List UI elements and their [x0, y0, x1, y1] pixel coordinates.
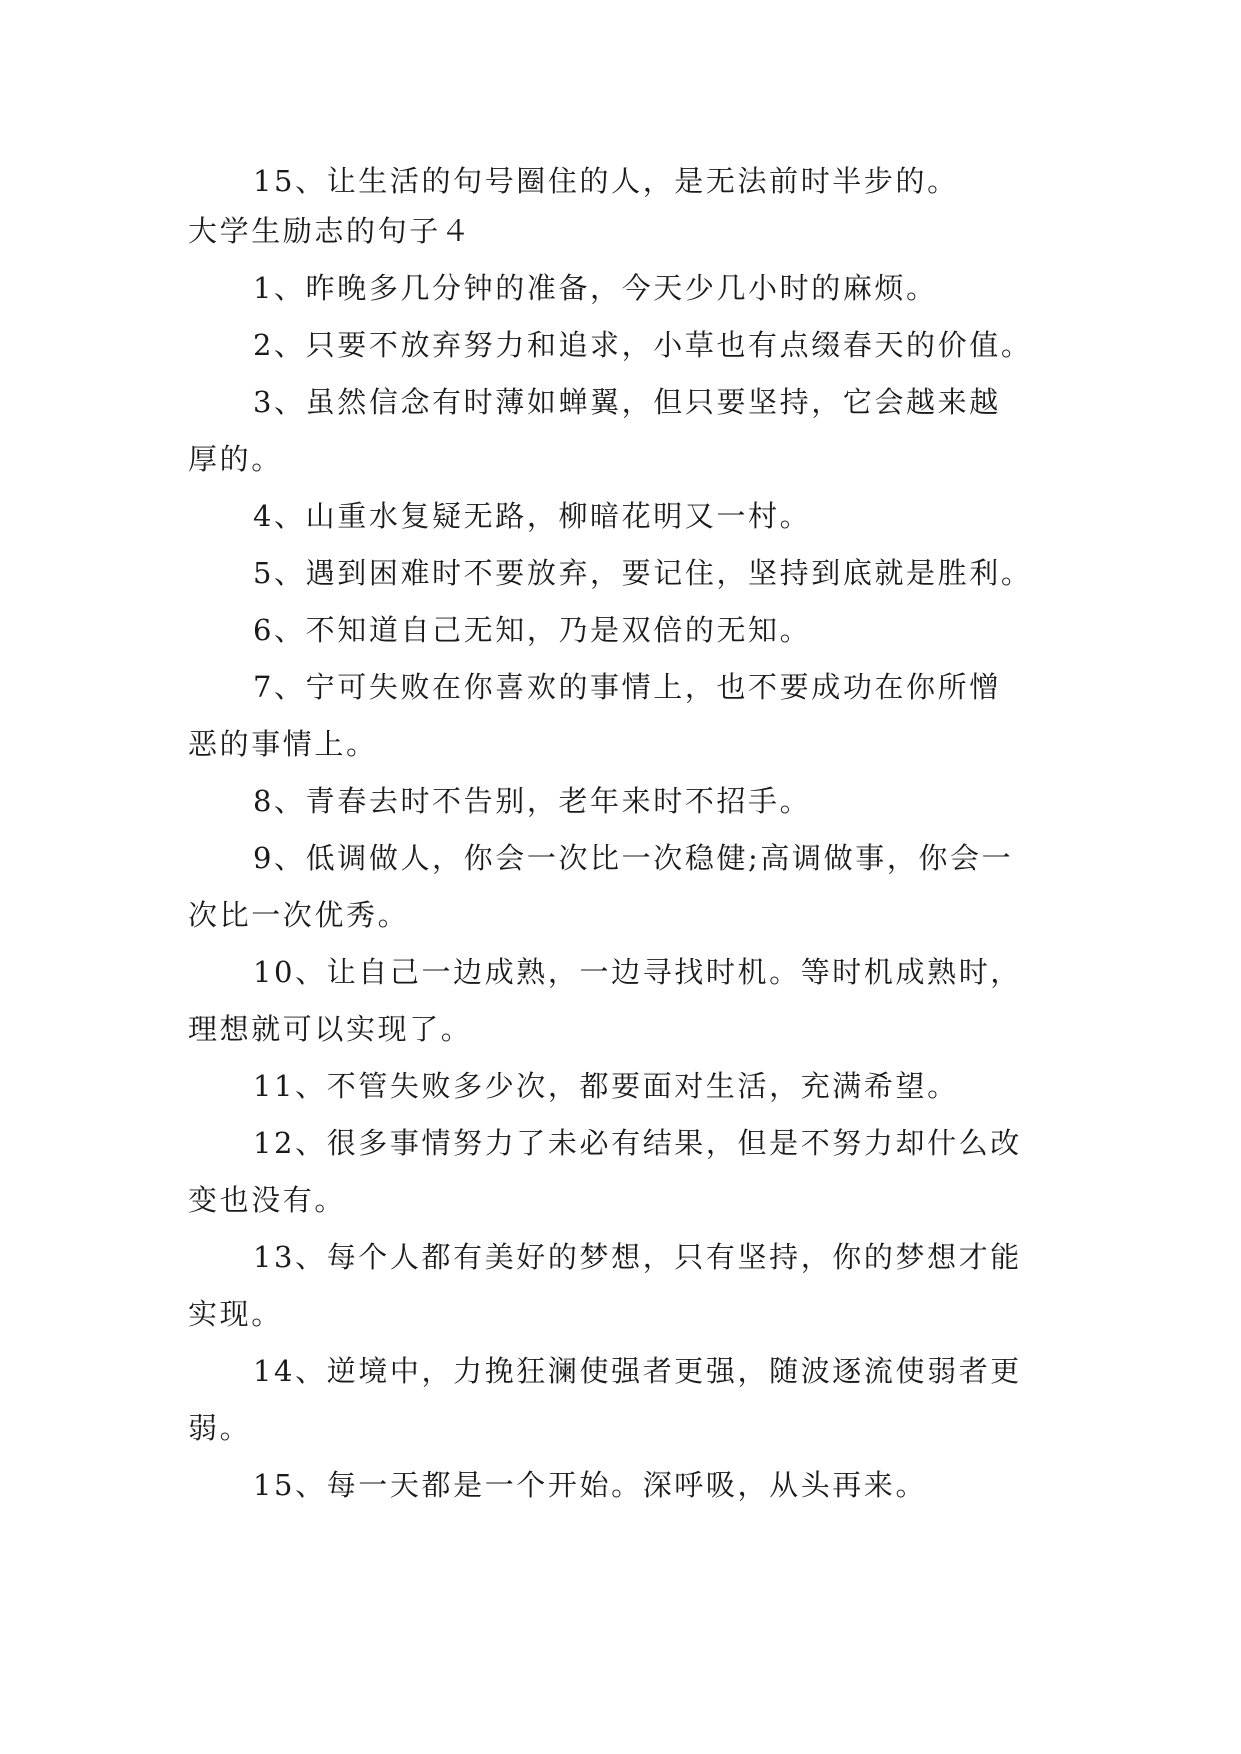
paragraph-line: 14、逆境中，力挽狂澜使强者更强，随波逐流使弱者更 [253, 1354, 1022, 1388]
paragraph-line: 9、低调做人，你会一次比一次稳健;高调做事，你会一 [253, 841, 1014, 875]
paragraph-line: 5、遇到困难时不要放弃，要记住，坚持到底就是胜利。 [253, 556, 1033, 590]
paragraph-line: 8、青春去时不告别，老年来时不招手。 [253, 784, 812, 818]
paragraph-line: 1、昨晚多几分钟的准备，今天少几小时的麻烦。 [253, 271, 938, 305]
paragraph-line: 4、山重水复疑无路，柳暗花明又一村。 [253, 499, 812, 533]
paragraph-line: 厚的。 [188, 442, 283, 476]
paragraph-line: 次比一次优秀。 [188, 898, 410, 932]
paragraph-line: 实现。 [188, 1297, 283, 1331]
paragraph-line: 2、只要不放弃努力和追求，小草也有点缀春天的价值。 [253, 328, 1033, 362]
paragraph-line: 6、不知道自己无知，乃是双倍的无知。 [253, 613, 812, 647]
paragraph-line: 15、每一天都是一个开始。深呼吸，从头再来。 [253, 1468, 928, 1502]
paragraph-line: 15、让生活的句号圈住的人，是无法前时半步的。 [253, 164, 959, 198]
paragraph-line: 7、宁可失败在你喜欢的事情上，也不要成功在你所憎 [253, 670, 1001, 704]
paragraph-line: 弱。 [188, 1411, 252, 1445]
paragraph-line: 11、不管失败多少次，都要面对生活，充满希望。 [253, 1069, 959, 1103]
section-title: 大学生励志的句子４ [188, 214, 473, 248]
document-page [188, 160, 1058, 1507]
paragraph-line: 变也没有。 [188, 1183, 347, 1217]
paragraph-line: 10、让自己一边成熟，一边寻找时机。等时机成熟时， [253, 955, 1022, 989]
paragraph-line: 理想就可以实现了。 [188, 1012, 473, 1046]
paragraph-line: 12、很多事情努力了未必有结果，但是不努力却什么改 [253, 1126, 1022, 1160]
paragraph-line: 恶的事情上。 [188, 727, 378, 761]
paragraph-line: 13、每个人都有美好的梦想，只有坚持，你的梦想才能 [253, 1240, 1022, 1274]
paragraph-line: 3、虽然信念有时薄如蝉翼，但只要坚持，它会越来越 [253, 385, 1001, 419]
